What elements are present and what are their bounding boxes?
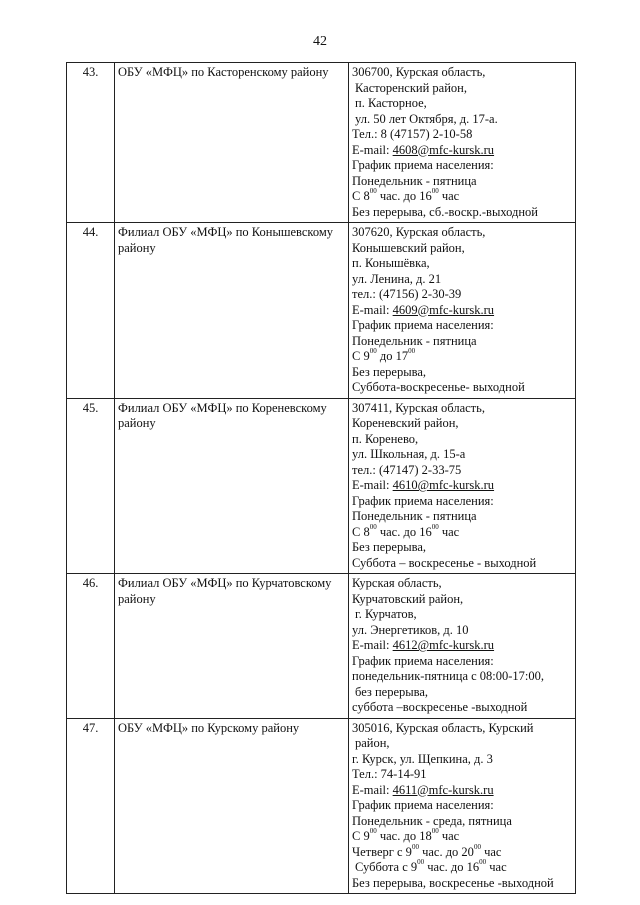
hours-start: С 8 [352,524,370,539]
table-row [67,398,576,574]
phone-label: тел.: [352,287,379,301]
break-info: без перерыва, [355,684,429,699]
hours-start: С 9 [352,349,370,363]
weekend-info: Суббота – воскресенье - выходной [352,555,537,570]
address-line: п. Конышёвка, [352,256,430,270]
phone-value: (47147) 2-33-75 [378,462,462,477]
email-label: E-mail: [352,142,393,157]
saturday-end-minutes: 00 [479,858,487,866]
saturday-start-minutes: 00 [417,858,425,866]
phone-value: (47156) 2-30-39 [378,287,462,301]
email-link[interactable]: 4609@mfc-kursk.ru [392,302,495,317]
hours-start-minutes: 00 [369,522,377,531]
phone-value: 8 (47157) 2-10-58 [380,127,473,141]
table-row [67,223,576,399]
hours-start: С 9 [352,829,370,843]
address-line: 306700, Курская область, [352,65,486,79]
schedule-hours [352,522,572,541]
office-contacts [349,223,576,399]
table-row [67,63,576,223]
hours-start-minutes: 00 [369,187,377,195]
email-link[interactable]: 4612@mfc-kursk.ru [392,638,495,652]
address-line: Конышевский район, [352,240,465,255]
hours-end-minutes: 00 [408,347,416,355]
hours-start-minutes: 00 [369,827,377,835]
address-line: п. Касторное, [355,96,427,110]
email-link[interactable]: 4611@mfc-kursk.ru [392,782,494,797]
thursday-hours [352,842,572,861]
email-link[interactable]: 4610@mfc-kursk.ru [392,478,495,492]
row-number: 47. [67,718,115,894]
office-contacts [349,63,576,223]
table-row [67,718,576,894]
row-number: 45. [67,398,115,574]
address-line: г. Курск, ул. Щепкина, д. 3 [352,751,493,766]
email-label: E-mail: [352,782,393,797]
schedule-title: График приема населения: [352,798,494,812]
office-name: ОБУ «МФЦ» по Курскому району [115,718,349,894]
address-line: Курская область, [352,576,442,590]
address-line: Касторенский район, [355,80,467,95]
phone-label: Тел.: [352,127,381,141]
phone-label: тел.: [352,462,379,477]
schedule-hours [352,189,572,205]
hours-end-minutes: 00 [431,522,439,531]
schedule-title: График приема населения: [352,318,494,332]
hours-end-minutes: 00 [431,827,439,835]
address-line: г. Курчатов, [355,607,417,621]
address-line: район, [355,736,390,750]
schedule-days: Понедельник - пятница [352,173,477,188]
office-name: ОБУ «МФЦ» по Касторенскому району [115,63,349,223]
address-line: Курчатовский район, [352,591,464,606]
schedule-days: Понедельник - среда, пятница [352,813,512,828]
office-name: Филиал ОБУ «МФЦ» по Курчатовскому району [115,574,349,719]
schedule-days: Понедельник - пятница [352,509,477,523]
page-number: 42 [313,34,327,49]
hours-end: час. до 18 [376,829,432,843]
schedule-days: Понедельник - пятница [352,333,477,348]
break-info: Без перерыва, [352,364,427,379]
address-line: п. Коренево, [352,431,419,446]
schedule-title: График приема населения: [352,158,494,172]
phone-value: 74-14-91 [380,767,427,781]
schedule-hours [352,349,572,365]
saturday-unit: час [486,860,507,874]
address-line: ул. Ленина, д. 21 [352,271,442,286]
thursday-start: Четверг с 9 [352,844,412,859]
schedule-hours [352,829,572,845]
schedule-title: График приема населения: [352,653,494,668]
thursday-end-minutes: 00 [473,842,481,851]
office-contacts [349,574,576,719]
break-info: Без перерыва, сб.-воскр.-выходной [352,204,538,219]
weekend-info: суббота –воскресенье -выходной [352,700,528,714]
hours-start-minutes: 00 [369,347,377,355]
hours-unit: час [438,189,460,203]
hours-end: до 17 [376,349,409,363]
schedule-title: График приема населения: [352,493,494,508]
weekend-info: Суббота-воскресенье- выходной [352,380,525,394]
mfc-offices-table [66,62,576,894]
row-number: 46. [67,574,115,719]
break-info: Без перерыва, воскресенье -выходной [352,875,554,890]
address-line: 307411, Курская область, [352,400,485,415]
row-number: 43. [67,63,115,223]
office-name: Филиал ОБУ «МФЦ» по Конышевскому району [115,223,349,399]
email-label: E-mail: [352,638,393,652]
address-line: ул. 50 лет Октября, д. 17-а. [355,111,498,126]
hours-end: час. до 16 [376,189,432,203]
address-line: Кореневский район, [352,416,459,430]
saturday-start: Суббота с 9 [355,860,418,874]
saturday-end: час. до 16 [424,860,480,874]
address-line: ул. Энергетиков, д. 10 [352,622,469,637]
schedule-days: понедельник-пятница с 08:00-17:00, [352,669,545,683]
hours-unit: час [438,829,460,843]
thursday-end: час. до 20 [418,844,474,859]
hours-start: С 8 [352,189,370,203]
saturday-hours [352,860,572,876]
address-line: ул. Школьная, д. 15-а [352,447,466,461]
hours-end: час. до 16 [376,524,432,539]
email-label: E-mail: [352,302,393,317]
phone-label: Тел.: [352,767,381,781]
hours-end-minutes: 00 [431,187,439,195]
office-name: Филиал ОБУ «МФЦ» по Кореневскому району [115,398,349,574]
email-label: E-mail: [352,478,393,492]
email-link[interactable]: 4608@mfc-kursk.ru [392,142,495,157]
address-line: 305016, Курская область, Курский [352,720,534,735]
office-contacts [349,398,576,574]
address-line: 307620, Курская область, [352,225,486,239]
table-row [67,574,576,719]
row-number: 44. [67,223,115,399]
break-info: Без перерыва, [352,540,427,554]
office-contacts [349,718,576,894]
thursday-unit: час [480,844,502,859]
thursday-start-minutes: 00 [411,842,419,851]
hours-unit: час [438,524,460,539]
